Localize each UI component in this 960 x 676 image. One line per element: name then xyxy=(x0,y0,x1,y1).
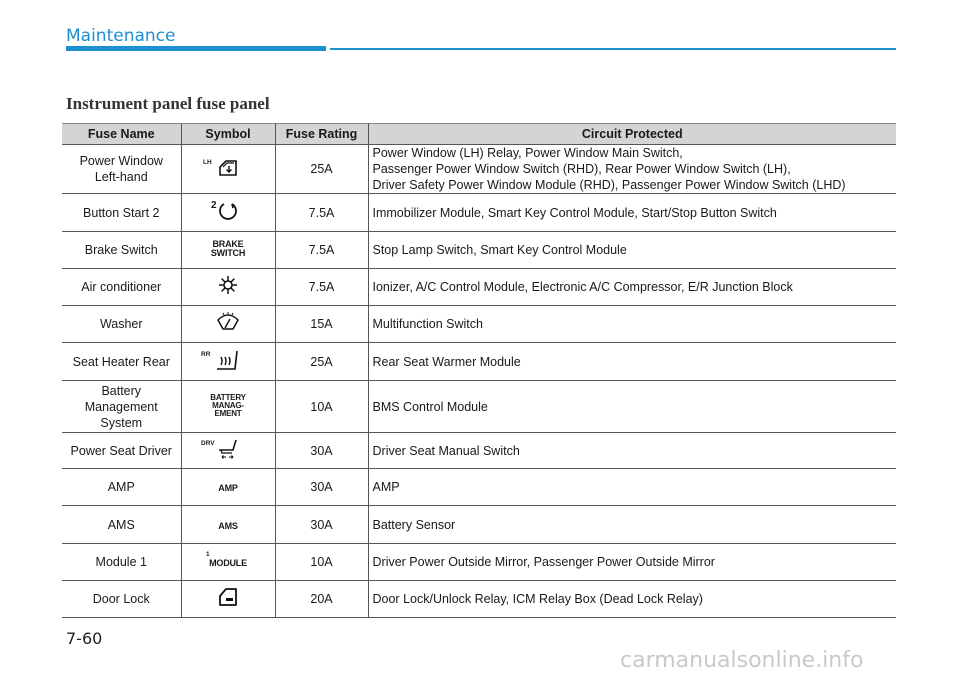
fuse-rating: 30A xyxy=(275,469,368,506)
fuse-symbol xyxy=(181,581,275,618)
fuse-circuit xyxy=(368,232,896,269)
fuse-name: Door Lock xyxy=(62,581,181,618)
circuit-line: Driver Seat Manual Switch xyxy=(372,443,520,458)
fuse-symbol xyxy=(181,544,275,581)
fuse-circuit xyxy=(368,469,896,506)
fuse-symbol xyxy=(181,343,275,381)
column-header-circuit-protected: Circuit Protected xyxy=(368,124,896,145)
fuse-rating: 20A xyxy=(275,581,368,618)
symbol-superscript: DRV xyxy=(201,439,215,447)
watermark: carmanualsonline.info xyxy=(620,648,864,673)
fuse-symbol xyxy=(181,145,275,194)
seat-heater-icon xyxy=(201,349,241,375)
section-rule-thin xyxy=(330,48,896,50)
fuse-rating: 25A xyxy=(275,343,368,381)
symbol-label: BRAKE SWITCH xyxy=(210,239,246,258)
table-row xyxy=(62,433,896,469)
table-row xyxy=(62,506,896,544)
washer-icon xyxy=(215,312,241,336)
table-row xyxy=(62,581,896,618)
circuit-line: Immobilizer Module, Smart Key Control Module, Start/Stop Button Switch xyxy=(372,205,777,220)
symbol-label-wrap xyxy=(206,479,250,495)
fuse-rating: 7.5A xyxy=(275,232,368,269)
fuse-circuit xyxy=(368,581,896,618)
fuse-name: Module 1 xyxy=(62,544,181,581)
table-row xyxy=(62,343,896,381)
column-header-fuse-rating: Fuse Rating xyxy=(275,124,368,145)
fuse-name: Battery Management System xyxy=(62,381,181,433)
fuse-circuit xyxy=(368,506,896,544)
symbol-superscript: 2 xyxy=(211,199,217,211)
fuse-rating: 7.5A xyxy=(275,194,368,232)
fuse-circuit xyxy=(368,381,896,433)
symbol-label-wrap xyxy=(206,517,250,533)
symbol-superscript: 1 xyxy=(206,551,210,559)
symbol-label: MODULE xyxy=(209,558,247,569)
fuse-rating: 30A xyxy=(275,506,368,544)
fuse-circuit xyxy=(368,269,896,306)
column-header-fuse-name: Fuse Name xyxy=(62,124,181,145)
fuse-symbol xyxy=(181,269,275,306)
table-header-row xyxy=(62,124,896,145)
fuse-name: Washer xyxy=(62,306,181,343)
symbol-label: BATTERY MANAG- EMENT xyxy=(210,392,246,418)
fuse-symbol xyxy=(181,306,275,343)
fuse-symbol xyxy=(181,381,275,433)
fuse-table xyxy=(62,123,896,618)
fuse-symbol xyxy=(181,232,275,269)
fuse-circuit xyxy=(368,306,896,343)
circuit-line: Door Lock/Unlock Relay, ICM Relay Box (Dead Lock Relay) xyxy=(372,592,703,606)
fuse-rating: 15A xyxy=(275,306,368,343)
snowflake-icon xyxy=(217,274,239,300)
section-rule-thick xyxy=(66,46,326,51)
fuse-rating: 30A xyxy=(275,433,368,469)
table-row xyxy=(62,544,896,581)
circuit-line: BMS Control Module xyxy=(372,399,488,414)
symbol-label: AMS xyxy=(218,520,238,531)
fuse-symbol xyxy=(181,433,275,469)
fuse-rating: 10A xyxy=(275,381,368,433)
circuit-line: AMP xyxy=(372,480,400,494)
table-row xyxy=(62,306,896,343)
fuse-name: AMS xyxy=(62,506,181,544)
page-heading: Instrument panel fuse panel xyxy=(66,94,270,113)
table-row xyxy=(62,469,896,506)
fuse-circuit xyxy=(368,544,896,581)
fuse-name: Button Start 2 xyxy=(62,194,181,232)
page-number: 7-60 xyxy=(66,629,103,648)
start-button-icon xyxy=(211,199,239,226)
symbol-label-wrap xyxy=(206,240,250,260)
fuse-name: Power Window Left-hand xyxy=(62,145,181,194)
fuse-circuit xyxy=(368,343,896,381)
fuse-name: Power Seat Driver xyxy=(62,433,181,469)
power-seat-icon xyxy=(201,438,241,464)
fuse-name: Brake Switch xyxy=(62,232,181,269)
circuit-line: Ionizer, A/C Control Module, Electronic A/C Compressor, E/R Junction Block xyxy=(372,280,793,294)
symbol-label-wrap xyxy=(206,394,250,420)
fuse-symbol xyxy=(181,506,275,544)
circuit-line: Driver Power Outside Mirror, Passenger Power Outside Mirror xyxy=(372,555,715,569)
fuse-circuit xyxy=(368,433,896,469)
table-row xyxy=(62,381,896,433)
fuse-rating: 25A xyxy=(275,145,368,194)
fuse-name: Air conditioner xyxy=(62,269,181,306)
table-row xyxy=(62,145,896,194)
fuse-symbol xyxy=(181,194,275,232)
power-window-lh-icon xyxy=(203,157,239,181)
symbol-label: AMP xyxy=(218,483,238,494)
door-lock-icon xyxy=(216,586,240,612)
table-row xyxy=(62,269,896,306)
symbol-superscript: LH xyxy=(203,159,212,166)
circuit-line: Stop Lamp Switch, Smart Key Control Module xyxy=(372,243,627,257)
fuse-rating: 7.5A xyxy=(275,269,368,306)
symbol-superscript: RR xyxy=(201,350,211,358)
table-row xyxy=(62,232,896,269)
section-label: Maintenance xyxy=(66,26,176,46)
symbol-label-wrap xyxy=(206,551,250,570)
fuse-name: AMP xyxy=(62,469,181,506)
fuse-circuit xyxy=(368,194,896,232)
fuse-circuit xyxy=(368,145,896,194)
circuit-line: Rear Seat Warmer Module xyxy=(372,354,521,369)
fuse-rating: 10A xyxy=(275,544,368,581)
circuit-line: Passenger Power Window Switch (RHD), Rear Power Window Switch (LH), xyxy=(372,162,791,176)
column-header-symbol: Symbol xyxy=(181,124,275,145)
circuit-line: Multifunction Switch xyxy=(372,317,483,331)
circuit-line: Power Window (LH) Relay, Power Window Main Switch, xyxy=(372,146,683,160)
fuse-symbol xyxy=(181,469,275,506)
circuit-line: Battery Sensor xyxy=(372,517,456,532)
fuse-name: Seat Heater Rear xyxy=(62,343,181,381)
circuit-line: Driver Safety Power Window Module (RHD), Passenger Power Window Switch (LHD) xyxy=(372,178,846,192)
table-row xyxy=(62,194,896,232)
